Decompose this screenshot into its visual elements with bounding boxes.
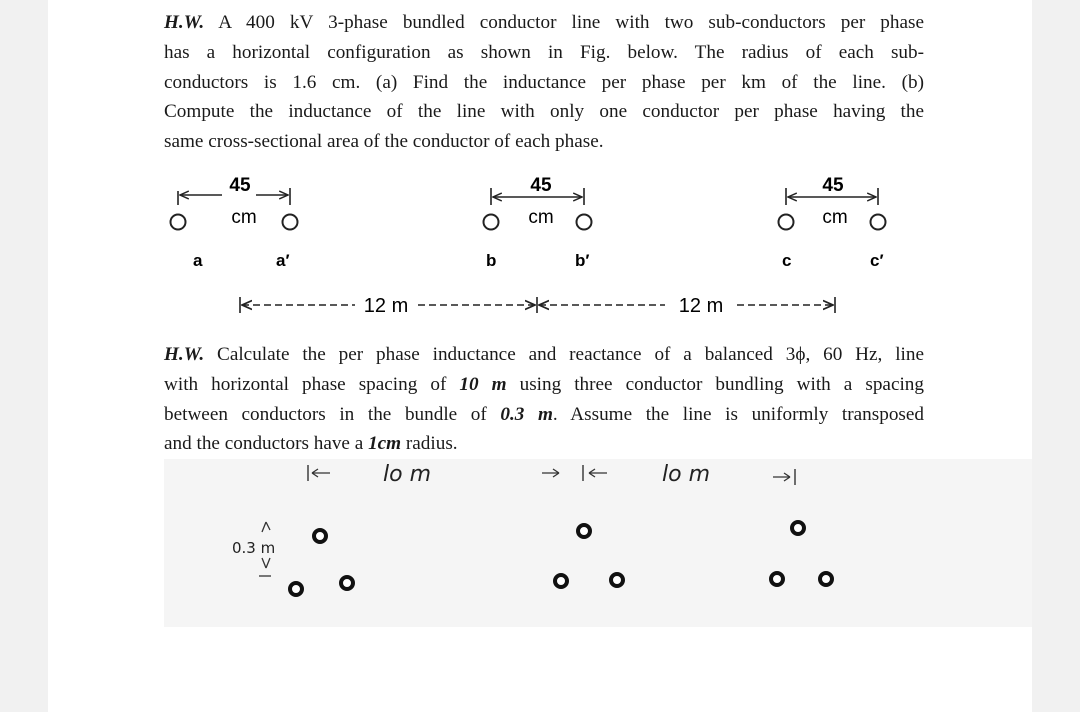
conductor-1-top [314, 530, 326, 542]
problem-1-label: H.W. [164, 12, 205, 33]
spacing-unit-a: cm [231, 207, 257, 228]
label-a: a [193, 251, 203, 270]
label-a-prime: a′ [276, 251, 290, 270]
conductor-3-right [820, 573, 832, 585]
handwritten-spacing-2: lo m [662, 462, 710, 487]
handwritten-phase-spacing [308, 462, 795, 487]
spacing-value-a: 45 [229, 175, 251, 196]
conductor-3-top [792, 522, 804, 534]
phase-spacing-2: 12 m [678, 295, 724, 317]
label-b-prime: b′ [575, 251, 590, 270]
problem-1-line-1: H.W. A 400 kV 3-phase bundled conductor line with two sub-conductors per phase [164, 12, 924, 33]
conductor-3-left [771, 573, 783, 585]
spacing-value-c: 45 [822, 175, 844, 196]
spacing-unit-c: cm [822, 207, 848, 228]
handwritten-bundle-spacing-label: 0.3 m [232, 539, 276, 557]
bundle-3-dots [771, 522, 832, 585]
spacing-value-b: 45 [530, 175, 552, 196]
conductor-1-left [290, 583, 302, 595]
problem-1-line-2: has a horizontal configuration as shown in Fig. below. The radius of each sub- [164, 41, 924, 63]
phase-spacing-1: 12 m [363, 295, 409, 317]
bundle-2-dots [555, 525, 623, 587]
conductor-2-left [555, 575, 567, 587]
problem-2-line-4: and the conductors have a 1cm radius. [164, 433, 458, 455]
label-c: c [782, 251, 792, 270]
problem-1-line-3: conductors is 1.6 cm. (a) Find the inductance per phase per km of the line. (b) [164, 71, 924, 93]
handwritten-spacing-1: lo m [383, 462, 431, 487]
spacing-unit-b: cm [528, 207, 554, 228]
problem-2-line-3: between conductors in the bundle of 0.3 m. Assume the line is uniformly transposed [164, 403, 924, 425]
label-b: b [486, 251, 497, 270]
handwritten-bundle-spacing [232, 522, 275, 576]
problem-2-label: H.W. [164, 344, 205, 365]
conductor-2-right [611, 574, 623, 586]
problem-2-line-2: with horizontal phase spacing of 10 m using three conductor bundling with a spacing [164, 373, 924, 395]
conductor-2-top [578, 525, 590, 537]
label-c-prime: c′ [870, 251, 884, 270]
problem-1-line-5: same cross-sectional area of the conductor of each phase. [164, 131, 604, 153]
problem-2-line-1: H.W. Calculate the per phase inductance and reactance of a balanced 3ϕ, 60 Hz, line [164, 344, 924, 365]
conductor-1-right [341, 577, 353, 589]
problem-1-line-4: Compute the inductance of the line with only one conductor per phase having the [164, 101, 924, 123]
bundle-1-dots [290, 530, 353, 595]
